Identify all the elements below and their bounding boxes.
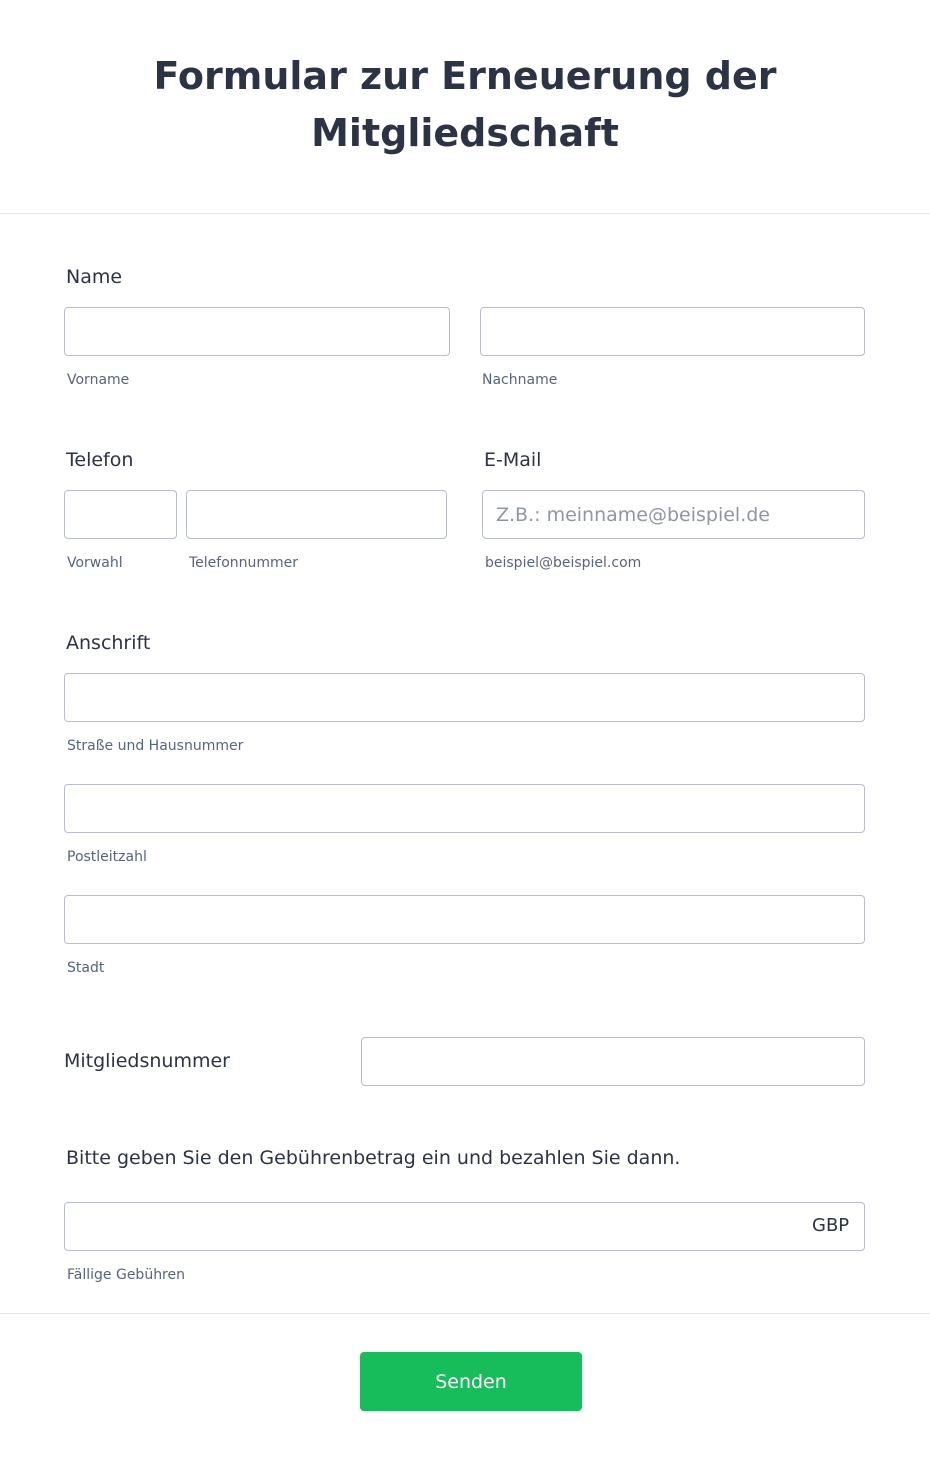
last-name-input[interactable] xyxy=(480,307,865,356)
phone-label: Telefon xyxy=(66,449,134,471)
email-label: E-Mail xyxy=(484,449,542,471)
phone-number-input[interactable] xyxy=(186,490,447,539)
address-label: Anschrift xyxy=(66,632,151,654)
phone-number-sublabel: Telefonnummer xyxy=(189,555,299,571)
street-input[interactable] xyxy=(64,673,865,722)
email-sublabel: beispiel@beispiel.com xyxy=(485,555,642,571)
email-input[interactable] xyxy=(482,490,865,539)
currency-label: GBP xyxy=(812,1215,850,1236)
city-input[interactable] xyxy=(64,895,865,944)
fee-instruction: Bitte geben Sie den Gebührenbetrag ein und bezahlen Sie dann. xyxy=(66,1147,681,1169)
form-title: Formular zur Erneuerung der Mitgliedschaft xyxy=(153,54,777,155)
fee-sublabel: Fällige Gebühren xyxy=(67,1267,185,1283)
member-number-label: Mitgliedsnummer xyxy=(64,1050,230,1072)
area-code-input[interactable] xyxy=(64,490,177,539)
member-number-input[interactable] xyxy=(361,1037,865,1086)
city-sublabel: Stadt xyxy=(67,960,105,976)
footer-divider xyxy=(0,1313,930,1314)
name-label: Name xyxy=(66,266,123,288)
street-sublabel: Straße und Hausnummer xyxy=(67,738,244,754)
submit-button[interactable]: Senden xyxy=(360,1352,582,1411)
form-header xyxy=(0,0,930,214)
last-name-sublabel: Nachname xyxy=(482,372,558,388)
area-code-sublabel: Vorwahl xyxy=(67,555,123,571)
first-name-input[interactable] xyxy=(64,307,450,356)
fee-amount-input[interactable] xyxy=(64,1202,865,1251)
zip-sublabel: Postleitzahl xyxy=(67,849,147,865)
first-name-sublabel: Vorname xyxy=(67,372,130,388)
zip-input[interactable] xyxy=(64,784,865,833)
